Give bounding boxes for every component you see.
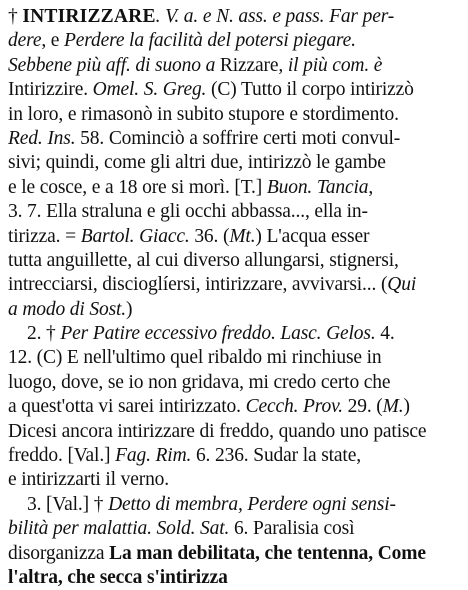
text-segment: Detto di membra, Perdere ogni sensi- <box>108 493 396 515</box>
text-segment: e le cosce, e a 18 ore si morì. [T.] <box>8 176 267 198</box>
text-segment: intrecciarsi, discioglíersi, intirizzare, avvivarsi... ( <box>8 274 388 296</box>
text-segment: Qui <box>387 274 417 296</box>
text-line <box>8 273 462 297</box>
text-segment: Bartol. Giacc. <box>80 225 190 247</box>
text-segment: Omel. S. Greg. <box>92 79 207 101</box>
text-segment: Fag. Rim. <box>115 445 192 467</box>
text-segment: 29. ( <box>342 396 383 418</box>
text-line <box>8 78 462 102</box>
text-segment: ) <box>126 298 133 320</box>
text-segment: (C) Tutto il corpo intirizzò <box>206 79 414 101</box>
text-line <box>8 54 462 78</box>
text-line <box>8 420 462 444</box>
headword: INTIRIZZARE <box>22 6 156 27</box>
text-line <box>8 542 462 566</box>
text-line <box>8 493 462 517</box>
text-segment: 3. 7. Ella straluna e gli occhi abbassa..., ella in- <box>8 201 368 223</box>
text-segment: Dicesi ancora intirizzare di freddo, quando uno patisce <box>8 420 427 442</box>
text-segment: disorganizza <box>8 542 110 564</box>
text-line <box>8 444 462 468</box>
text-segment: 36. ( <box>189 225 230 247</box>
text-segment: a modo di Sost. <box>8 298 127 320</box>
text-segment: luogo, dove, se io non gridava, mi credo certo che <box>8 371 391 393</box>
text-segment: ) <box>403 396 410 418</box>
text-segment: in loro, e rimasonò in subito stupore e stordimento. <box>8 103 399 125</box>
text-segment: 3. [Val.] † <box>27 493 109 515</box>
text-line <box>8 176 462 200</box>
text-line <box>8 395 462 419</box>
text-segment: Red. Ins. <box>8 127 76 149</box>
text-segment: , <box>368 176 374 198</box>
text-segment: a quest'otta vi sarei intirizzato. <box>8 396 246 418</box>
text-line <box>8 517 462 541</box>
text-segment: Cecch. Prov. <box>245 396 343 418</box>
text-segment: , e <box>41 30 65 52</box>
text-line <box>8 127 462 151</box>
text-segment: 58. Cominciò a soffrire certi moti convul- <box>75 127 401 149</box>
text-line <box>8 322 462 346</box>
text-segment: tirizza. = <box>8 225 81 247</box>
text-line <box>8 151 462 175</box>
text-segment: Sebbene più aff. di suono a <box>8 54 220 76</box>
text-line <box>8 566 462 590</box>
text-segment: 4. <box>375 323 395 345</box>
text-line <box>8 346 462 370</box>
text-segment: l'altra, che secca s'intirizza <box>8 566 228 588</box>
text-segment: 12. (C) E nell'ultimo quel ribaldo mi rinchiuse in <box>8 347 382 369</box>
text-segment: Perdere la facilità del potersi piegare. <box>64 30 356 52</box>
text-segment: 6. Paralisia così <box>229 518 355 540</box>
text-line <box>8 200 462 224</box>
dictionary-entry-intirizzare <box>8 5 462 590</box>
text-segment: Buon. Tancia <box>266 176 369 198</box>
text-segment: Mt. <box>229 225 256 247</box>
text-line <box>8 5 462 29</box>
text-line <box>8 225 462 249</box>
text-segment: Per Patire eccessivo freddo. Lasc. Gelos. <box>60 323 376 345</box>
text-segment: † <box>8 6 23 27</box>
text-line <box>8 103 462 127</box>
text-segment: Intirizzire. <box>8 79 93 101</box>
text-line <box>8 468 462 492</box>
text-segment: 6. 236. Sudar la state, <box>191 445 361 467</box>
text-line <box>8 249 462 273</box>
text-line <box>8 371 462 395</box>
text-segment: 2. † <box>27 323 61 345</box>
text-segment: tutta anguillette, al cui diverso allungarsi, stignersi, <box>8 249 399 271</box>
text-line <box>8 298 462 322</box>
text-segment: . V. a. e N. ass. e pass. Far per- <box>155 6 395 27</box>
text-segment: bilità per malattia. Sold. Sat. <box>8 518 230 540</box>
text-segment: freddo. [Val.] <box>8 445 116 467</box>
text-segment: M. <box>382 396 404 418</box>
text-segment: Rizzare <box>219 54 279 76</box>
text-segment: sivi; quindi, come gli altri due, intirizzò le gambe <box>8 152 386 174</box>
text-segment: La man debilitata, che tentenna, Come <box>109 542 426 564</box>
text-segment: ) L'acqua esser <box>255 225 370 247</box>
text-line <box>8 29 462 53</box>
text-segment: , il più com. è <box>278 54 383 76</box>
text-segment: e intirizzarti il verno. <box>8 469 169 491</box>
text-segment: dere <box>8 30 42 52</box>
